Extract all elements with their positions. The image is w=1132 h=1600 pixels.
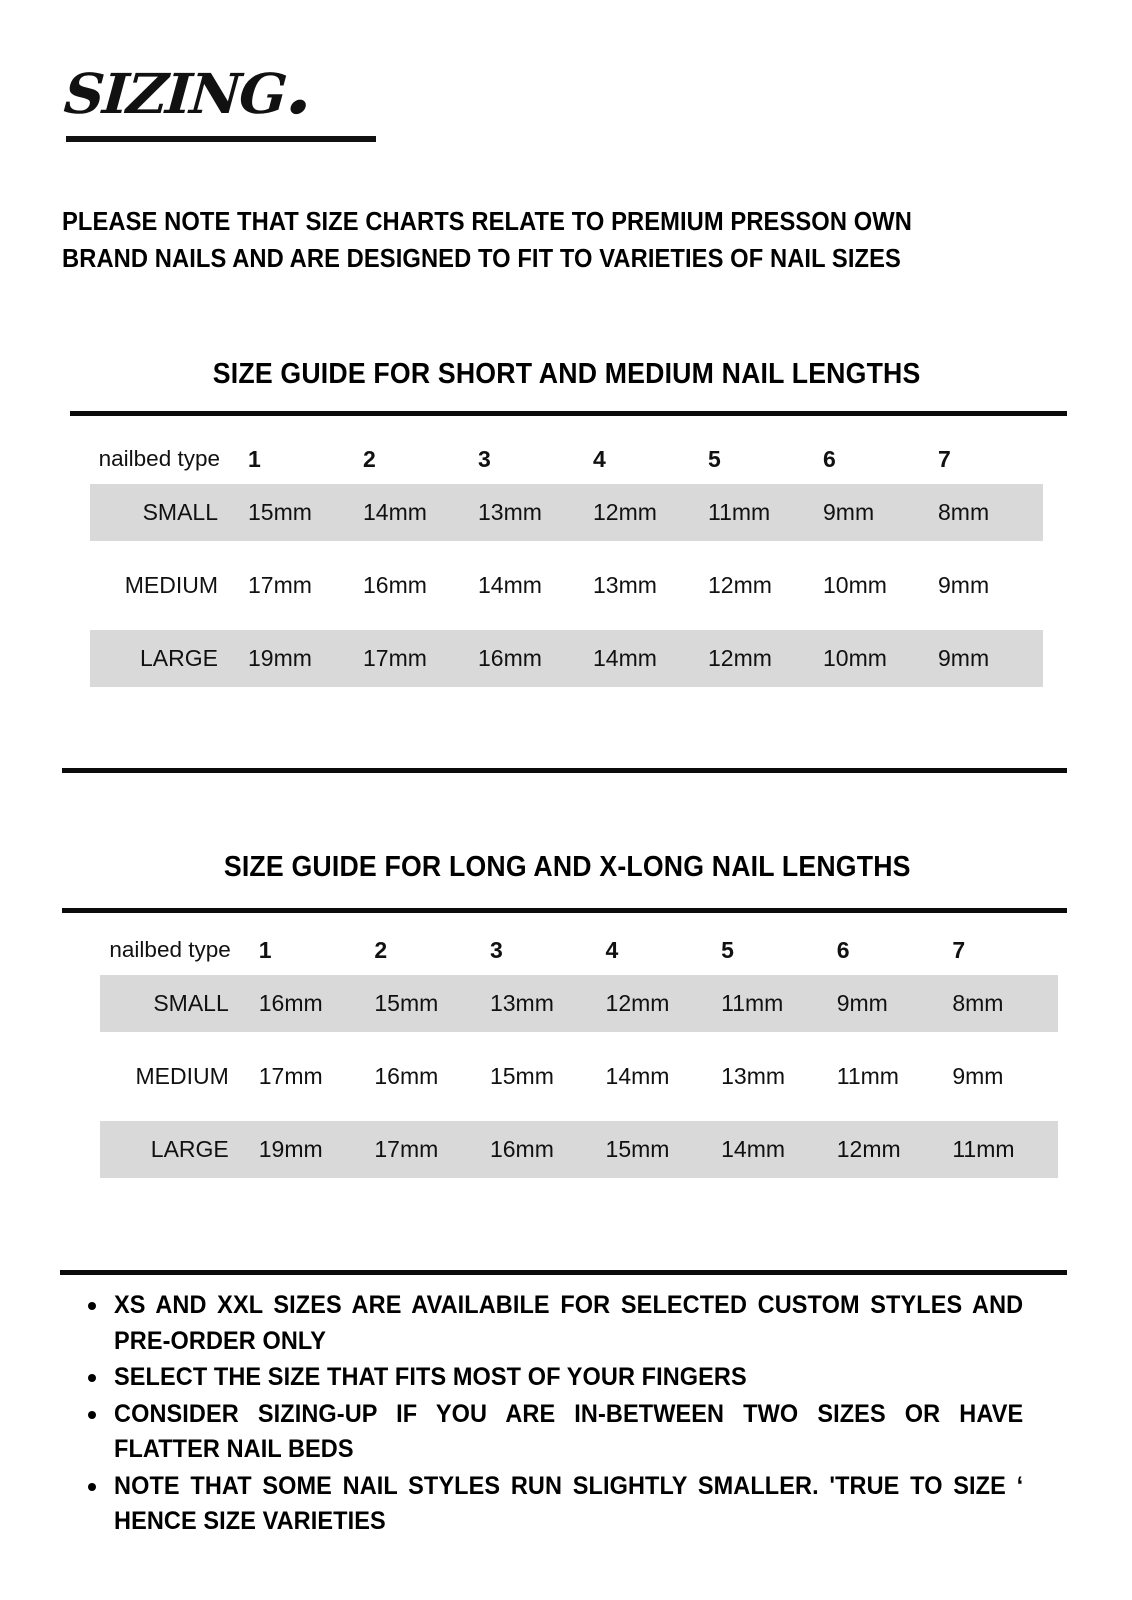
column-header-5: 5 [721,936,734,963]
cell-large-5: 12mm [698,630,813,687]
note-text: CONSIDER SIZING-UP IF YOU ARE IN-BETWEEN TWO SIZES OR HAVE FLATTER NAIL BEDS [114,1399,1024,1463]
section-heading-short-medium [62,358,1072,391]
note-text: XS AND XXL SIZES ARE AVAILABILE FOR SELECTED CUSTOM STYLES AND PRE-ORDER ONLY [114,1291,1024,1355]
cell-medium-7: 9mm [938,572,990,598]
cell-large-6: 12mm [827,1121,943,1178]
cell-medium-4: 13mm [593,572,657,598]
cell-large-3: 16mm [480,1121,596,1178]
column-header-6: 6 [823,445,836,472]
table-header-row [100,925,1058,975]
row-spacer [90,541,1043,557]
column-header-7: 7 [938,445,951,472]
cell-small-4: 12mm [583,484,698,541]
note-text: NOTE THAT SOME NAIL STYLES RUN SLIGHTLY SMALLER. 'TRUE TO SIZE ‘ HENCE SIZE VARIETIES [114,1471,1024,1535]
page-title: sizing. [61,41,315,132]
cell-large-6: 10mm [813,630,928,687]
row-spacer [90,614,1043,630]
column-header-1: 1 [248,445,261,472]
section-heading-long-xlong [62,851,1072,884]
cell-small-5: 11mm [698,484,813,541]
list-item [62,1397,1067,1468]
section-divider-rule [62,768,1067,773]
cell-small-7: 8mm [928,484,1043,541]
column-header-2: 2 [363,445,376,472]
cell-medium-1: 17mm [258,1063,323,1089]
size-table-long-xlong [100,925,1058,1178]
notes-top-rule [60,1270,1067,1275]
cell-medium-3: 14mm [478,572,542,598]
intro-note: PLEASE NOTE THAT SIZE CHARTS RELATE TO PREMIUM PRESSON OWN BRAND NAILS AND ARE DESIGNED TO FIT TO VARIETIES OF NAIL SIZES [62,208,912,273]
cell-medium-2: 16mm [363,572,427,598]
table-top-rule-2 [62,908,1067,913]
column-header-2: 2 [374,936,388,963]
cell-small-2: 15mm [364,975,480,1032]
row-label-medium: MEDIUM [124,572,218,598]
cell-large-2: 17mm [353,630,468,687]
table-top-rule-1 [70,411,1067,416]
column-header-1: 1 [258,936,272,963]
table-row [100,1121,1058,1178]
row-label-small: SMALL [90,484,238,541]
page-title-block [61,41,482,168]
section-heading-short-medium-text: SIZE GUIDE FOR SHORT AND MEDIUM NAIL LENGTHS [213,358,921,390]
table-row [100,1048,1058,1105]
table-row [90,484,1043,541]
cell-small-2: 14mm [353,484,468,541]
cell-small-6: 9mm [827,975,943,1032]
row-label-small: SMALL [100,975,249,1032]
cell-large-5: 14mm [711,1121,827,1178]
cell-medium-4: 14mm [605,1063,670,1089]
cell-small-6: 9mm [813,484,928,541]
cell-small-1: 15mm [238,484,353,541]
cell-medium-6: 10mm [823,572,887,598]
cell-medium-5: 12mm [708,572,772,598]
cell-medium-2: 16mm [374,1063,439,1089]
column-header-5: 5 [708,445,721,472]
cell-medium-7: 9mm [952,1063,1004,1089]
title-underline [66,136,376,142]
cell-large-1: 19mm [249,1121,365,1178]
cell-medium-5: 13mm [721,1063,786,1089]
cell-medium-3: 15mm [489,1063,554,1089]
table-row [90,557,1043,614]
nailbed-type-label: nailbed type [98,446,220,471]
bullet-icon [88,1483,96,1491]
cell-medium-1: 17mm [248,572,312,598]
cell-large-2: 17mm [364,1121,480,1178]
note-text: SELECT THE SIZE THAT FITS MOST OF YOUR FINGERS [114,1363,747,1391]
cell-small-4: 12mm [596,975,712,1032]
bullet-icon [88,1302,96,1310]
cell-large-4: 15mm [596,1121,712,1178]
column-header-3: 3 [489,936,503,963]
bullet-icon [88,1374,96,1382]
cell-small-7: 8mm [942,975,1058,1032]
row-label-large: LARGE [90,630,238,687]
table-row [100,975,1058,1032]
table-header-row [90,434,1043,484]
row-label-medium: MEDIUM [135,1063,229,1089]
cell-small-5: 11mm [711,975,827,1032]
column-header-3: 3 [478,445,491,472]
column-header-7: 7 [952,936,966,963]
column-header-4: 4 [593,445,606,472]
table-row [90,630,1043,687]
row-spacer [100,1105,1058,1121]
row-label-large: LARGE [100,1121,249,1178]
cell-large-3: 16mm [468,630,583,687]
row-spacer [100,1032,1058,1048]
list-item [62,1469,1067,1540]
notes-list [62,1288,1067,1541]
bullet-icon [88,1411,96,1419]
column-header-4: 4 [605,936,619,963]
cell-medium-6: 11mm [836,1063,899,1089]
cell-large-4: 14mm [583,630,698,687]
column-header-6: 6 [836,936,850,963]
cell-large-7: 9mm [928,630,1043,687]
cell-small-3: 13mm [468,484,583,541]
cell-large-7: 11mm [942,1121,1058,1178]
cell-large-1: 19mm [238,630,353,687]
cell-small-1: 16mm [249,975,365,1032]
cell-small-3: 13mm [480,975,596,1032]
list-item [62,1360,1067,1396]
nailbed-type-label: nailbed type [109,937,231,962]
size-table-short-medium [90,434,1043,687]
section-heading-long-xlong-text: SIZE GUIDE FOR LONG AND X-LONG NAIL LENGTHS [223,851,911,883]
list-item [62,1288,1067,1359]
